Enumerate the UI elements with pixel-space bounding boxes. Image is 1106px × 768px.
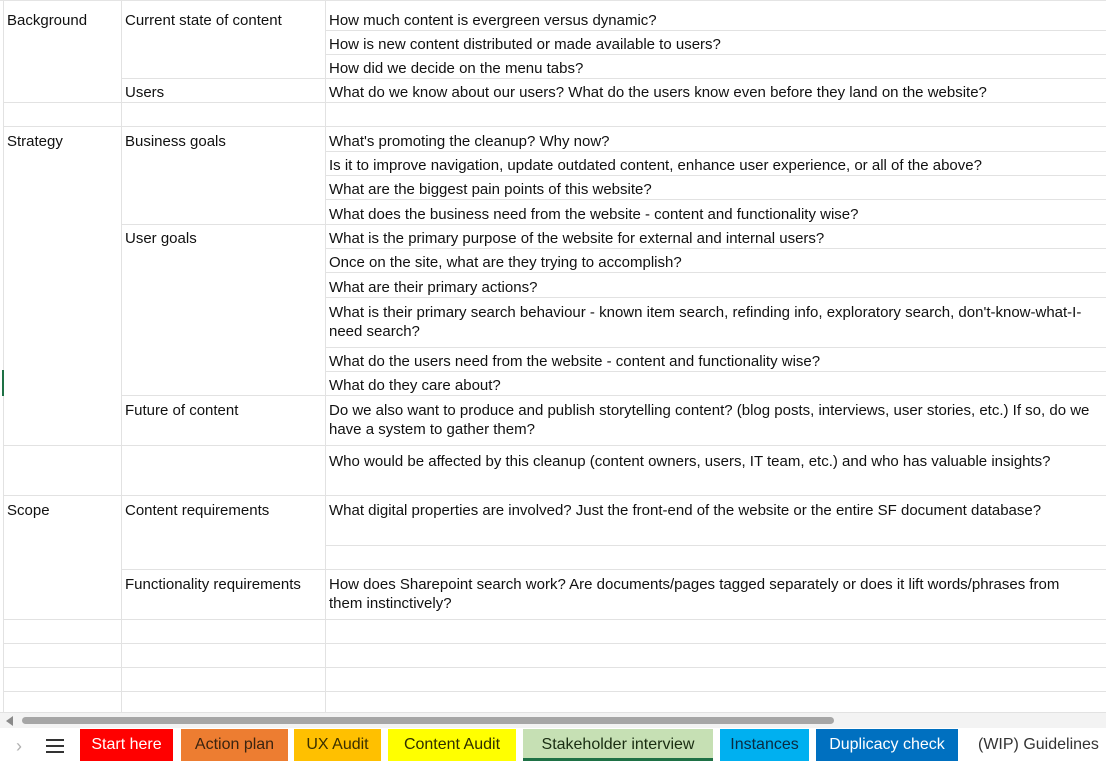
category-cell[interactable] (3, 200, 121, 224)
question-cell[interactable]: Once on the site, what are they trying to accomplish? (329, 254, 682, 271)
topic-cell[interactable]: Future of content (125, 402, 239, 419)
category-cell[interactable] (3, 248, 121, 272)
topic-cell[interactable] (121, 200, 325, 224)
tab-duplicacy-check[interactable]: Duplicacy check (816, 729, 958, 761)
question-cell[interactable]: What digital properties are involved? Just the front-end of the website or the entire SF document database? (329, 502, 1042, 519)
topic-cell[interactable] (121, 30, 325, 54)
table-row (0, 496, 1106, 545)
category-cell[interactable]: Strategy (7, 133, 63, 150)
topic-cell[interactable] (121, 643, 325, 667)
topic-cell[interactable] (121, 545, 325, 569)
tab-ux-audit[interactable]: UX Audit (294, 729, 381, 761)
category-cell[interactable] (3, 643, 121, 667)
question-cell[interactable]: How is new content distributed or made available to users? (329, 36, 721, 53)
topic-cell[interactable]: Business goals (125, 133, 226, 150)
question-cell[interactable] (325, 691, 1106, 712)
question-cell[interactable]: What is the primary purpose of the website for external and internal users? (329, 230, 825, 247)
table-row (0, 643, 1106, 667)
table-row (0, 248, 1106, 272)
question-cell[interactable]: What is their primary search behaviour - known item search, refinding info, exploratory search, don't-know-what-I-need search? (329, 304, 1082, 340)
topic-cell[interactable] (121, 54, 325, 78)
category-cell[interactable] (3, 570, 121, 619)
category-cell[interactable] (3, 273, 121, 297)
table-row (0, 54, 1106, 78)
category-cell[interactable] (3, 347, 121, 371)
category-cell[interactable] (3, 102, 121, 126)
topic-cell[interactable] (121, 667, 325, 691)
topic-cell[interactable] (121, 175, 325, 199)
selection-marker (2, 370, 4, 396)
topic-cell[interactable] (121, 619, 325, 643)
category-cell[interactable] (3, 619, 121, 643)
question-cell[interactable]: How does Sharepoint search work? Are documents/pages tagged separately or does it lift words/phrases from them instinctively? (329, 576, 1060, 612)
category-cell[interactable] (3, 447, 121, 496)
category-cell[interactable] (3, 224, 121, 248)
tab-wip-guidelines[interactable]: (WIP) Guidelines (968, 729, 1106, 761)
table-row (0, 371, 1106, 395)
table-row (0, 570, 1106, 619)
topic-cell[interactable] (121, 248, 325, 272)
tab-stakeholder-interview[interactable]: Stakeholder interview (523, 729, 713, 761)
tab-start-here[interactable]: Start here (80, 729, 173, 761)
category-cell[interactable] (3, 691, 121, 712)
category-cell[interactable] (3, 175, 121, 199)
question-cell[interactable] (325, 643, 1106, 667)
question-cell[interactable]: What do they care about? (329, 377, 501, 394)
question-cell[interactable] (325, 102, 1106, 126)
chevron-right-icon[interactable]: › (16, 736, 22, 756)
category-cell[interactable] (3, 545, 121, 569)
tab-instances[interactable]: Instances (720, 729, 809, 761)
question-cell[interactable] (325, 619, 1106, 643)
scrollbar-thumb[interactable] (22, 717, 834, 724)
topic-cell[interactable] (121, 347, 325, 371)
category-cell[interactable] (3, 78, 121, 102)
question-cell[interactable]: How much content is evergreen versus dynamic? (329, 12, 657, 29)
question-cell[interactable]: What do the users need from the website - content and functionality wise? (329, 353, 821, 370)
topic-cell[interactable] (121, 102, 325, 126)
table-row (0, 667, 1106, 691)
question-cell[interactable]: How did we decide on the menu tabs? (329, 60, 584, 77)
category-cell[interactable] (3, 30, 121, 54)
table-row (0, 347, 1106, 371)
question-cell[interactable]: What's promoting the cleanup? Why now? (329, 133, 610, 150)
question-cell[interactable]: What does the business need from the website - content and functionality wise? (329, 206, 859, 223)
category-cell[interactable] (3, 667, 121, 691)
table-row (0, 102, 1106, 126)
table-row (0, 298, 1106, 347)
question-cell[interactable]: What are the biggest pain points of this website? (329, 181, 652, 198)
question-cell[interactable]: Is it to improve navigation, update outdated content, enhance user experience, or all of the above? (329, 157, 982, 174)
topic-cell[interactable]: Functionality requirements (125, 576, 301, 593)
category-cell[interactable] (3, 371, 121, 395)
category-cell[interactable] (3, 54, 121, 78)
question-cell[interactable]: Who would be affected by this cleanup (content owners, users, IT team, etc.) and who has valuable insights? (329, 453, 1051, 470)
horizontal-scrollbar[interactable] (0, 712, 1106, 728)
topic-cell[interactable] (121, 273, 325, 297)
table-row (0, 151, 1106, 175)
topic-cell[interactable] (121, 371, 325, 395)
table-row (0, 30, 1106, 54)
scroll-left-arrow-icon[interactable] (6, 716, 13, 726)
category-cell[interactable]: Background (7, 12, 88, 29)
table-row (0, 396, 1106, 445)
topic-cell[interactable]: User goals (125, 230, 197, 247)
table-row (0, 224, 1106, 248)
topic-cell[interactable]: Current state of content (125, 12, 282, 29)
category-cell[interactable] (3, 151, 121, 175)
topic-cell[interactable] (121, 298, 325, 347)
table-row (0, 691, 1106, 712)
table-row (0, 447, 1106, 496)
topic-cell[interactable]: Users (125, 84, 165, 101)
topic-cell[interactable] (121, 691, 325, 712)
question-cell[interactable]: What are their primary actions? (329, 279, 538, 296)
table-row (0, 545, 1106, 569)
topic-cell[interactable] (121, 151, 325, 175)
category-cell[interactable] (3, 298, 121, 347)
topic-cell[interactable] (121, 447, 325, 496)
hamburger-menu-icon[interactable] (46, 739, 64, 753)
question-cell[interactable]: What do we know about our users? What do the users know even before they land on the website? (329, 84, 987, 101)
table-row (0, 6, 1106, 30)
tab-content-audit[interactable]: Content Audit (388, 729, 516, 761)
topic-cell[interactable]: Content requirements (125, 502, 270, 519)
category-cell[interactable] (3, 396, 121, 445)
table-row (0, 200, 1106, 224)
question-cell[interactable]: Do we also want to produce and publish storytelling content? (blog posts, interviews, user stories, etc.) If so, do we have a system to gather them? (329, 402, 1090, 438)
row-gridline (3, 445, 1106, 446)
sheet-tab-bar (0, 728, 1106, 768)
category-cell[interactable]: Scope (7, 502, 50, 519)
table-row (0, 175, 1106, 199)
tab-action-plan[interactable]: Action plan (181, 729, 288, 761)
table-row (0, 619, 1106, 643)
table-row (0, 273, 1106, 297)
question-cell[interactable] (325, 545, 1106, 569)
question-cell[interactable] (325, 667, 1106, 691)
table-row (0, 127, 1106, 151)
table-row (0, 78, 1106, 102)
